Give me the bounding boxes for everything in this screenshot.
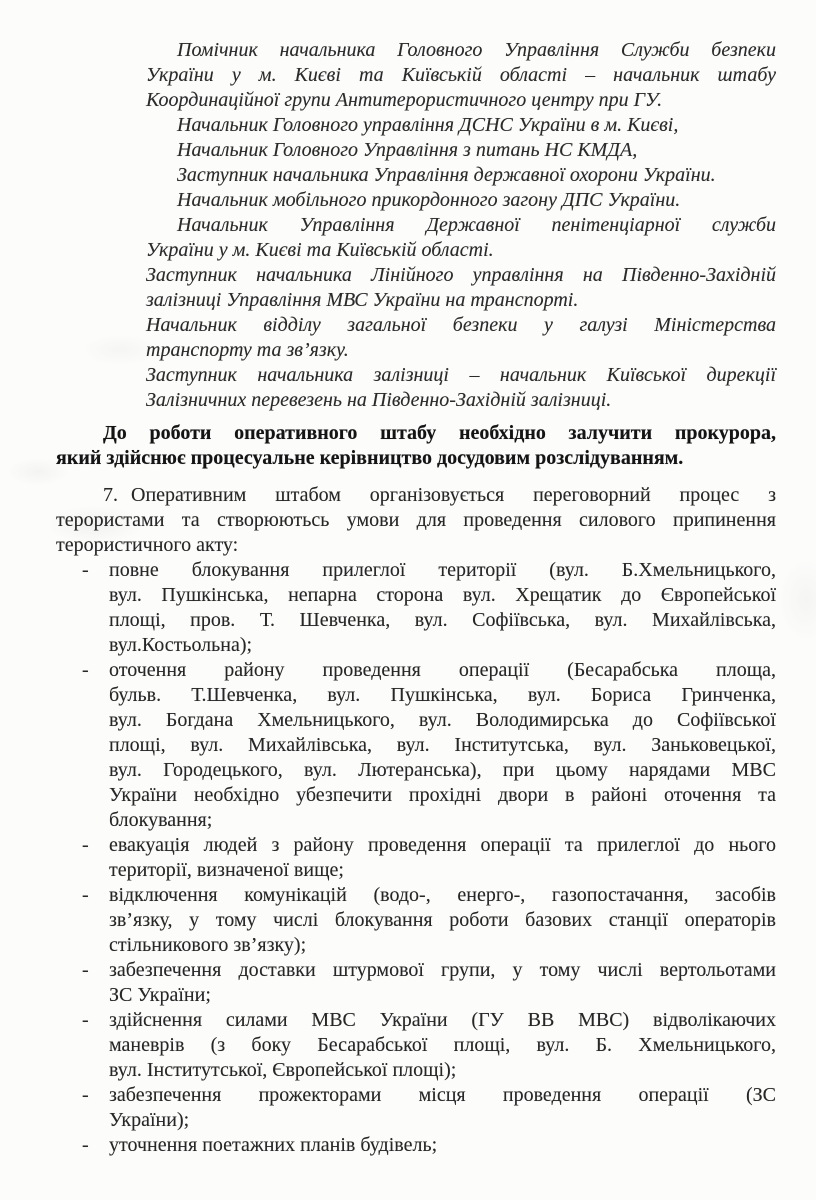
- measure-item: [82, 883, 776, 958]
- text-line: Залізничних перевезень на Південно-Західній залізниці.: [146, 389, 612, 411]
- text-line: оточення району проведення операції (Бесарабська площа,: [109, 659, 776, 681]
- measure-item: [82, 1083, 776, 1133]
- text-line: вул. Городецького, вул. Лютеранська), при цьому нарядами МВС: [109, 759, 776, 781]
- official-entry: [146, 213, 776, 263]
- text-line: території, визначеної вище;: [109, 859, 344, 881]
- text-line: Заступник начальника залізниці – начальник Київської дирекції: [146, 364, 776, 386]
- text-line: України необхідно убезпечити прохідні двори в районі оточення та: [109, 784, 776, 806]
- measure-item: [82, 958, 776, 1008]
- measure-item: [82, 1008, 776, 1083]
- text-line: Заступник начальника Лінійного управління на Південно-Західній: [146, 264, 776, 286]
- prosecutor-note-paragraph: [56, 421, 776, 471]
- text-line: вул. Богдана Хмельницького, вул. Володимирська до Софіївської: [109, 709, 776, 731]
- dash-marker: -: [82, 1009, 89, 1031]
- measure-text: [109, 1083, 776, 1133]
- text-line: бульв. Т.Шевченка, вул. Пушкінська, вул. Бориса Гринченка,: [109, 684, 776, 706]
- text-line: вул.Костьольна);: [109, 634, 253, 656]
- official-entry: [146, 188, 776, 213]
- text-line: [56, 483, 776, 508]
- text-line: ЗС України;: [109, 984, 211, 1006]
- dash-marker: -: [82, 834, 89, 856]
- measure-text: [109, 883, 776, 958]
- measure-text: [109, 958, 776, 1008]
- measure-text: [109, 1133, 776, 1158]
- section-number: 7.: [103, 484, 118, 506]
- text-line: Помічник начальника Головного Управління Служби безпеки: [177, 39, 776, 61]
- text-line: Начальник Управління Державної пенітенціарної служби: [177, 214, 776, 236]
- text-line: маневрів (з боку Бесарабської площі, вул. Б. Хмельницького,: [109, 1034, 776, 1056]
- officials-block: [146, 38, 776, 413]
- official-entry: [146, 38, 776, 113]
- text-line: зв’язку, у тому числі блокування роботи базових станції операторів: [109, 909, 776, 931]
- official-entry: [146, 113, 776, 138]
- dash-marker: -: [82, 1134, 89, 1156]
- text-line: терористами та створюютьсь умови для проведення силового припинення: [56, 509, 776, 531]
- measures-list: [82, 558, 776, 1158]
- text-line: площі, вул. Михайлівська, вул. Інститутська, вул. Заньковецької,: [109, 734, 776, 756]
- measure-item: [82, 1133, 776, 1158]
- text-line: Начальник Головного Управління з питань НС КМДА,: [177, 139, 638, 161]
- dash-marker: -: [82, 559, 89, 581]
- section-7-paragraph: [56, 483, 776, 558]
- official-entry: [146, 313, 776, 363]
- text-line: Заступник начальника Управління державної охорони України.: [177, 164, 716, 186]
- text-line: площі, пров. Т. Шевченка, вул. Софіївська, вул. Михайлівська,: [109, 609, 776, 631]
- text-line: України);: [109, 1109, 190, 1131]
- measure-item: [82, 658, 776, 833]
- measure-text: [109, 833, 776, 883]
- text-line: повне блокування прилеглої території (вул. Б.Хмельницького,: [109, 559, 776, 581]
- section-intro-text: Оперативним штабом організовується переговорний процес з: [131, 484, 776, 506]
- dash-marker: -: [82, 959, 89, 981]
- text-line: уточнення поетажних планів будівель;: [109, 1134, 438, 1156]
- text-line: здійснення силами МВС України (ГУ ВВ МВС) відволікаючих: [109, 1009, 776, 1031]
- dash-marker: -: [82, 884, 89, 906]
- text-line: залізниці Управління МВС України на транспорті.: [146, 289, 579, 311]
- official-entry: [146, 138, 776, 163]
- text-line: України у м. Києві та Київській області.: [146, 239, 494, 261]
- text-line: відключення комунікацій (водо-, енерго-, газопостачання, засобів: [109, 884, 776, 906]
- text-line: стільникового зв’язку);: [109, 934, 307, 956]
- text-line: Начальник мобільного прикордонного загону ДПС України.: [177, 189, 681, 211]
- text-line: забезпечення доставки штурмової групи, у тому числі вертольотами: [109, 959, 776, 981]
- measure-text: [109, 658, 776, 833]
- text-line: До роботи оперативного штабу необхідно залучити прокурора,: [103, 422, 776, 444]
- text-line: терористичного акту:: [56, 534, 239, 556]
- text-line: який здійснює процесуальне керівництво досудовим розслідуванням.: [56, 447, 684, 469]
- measure-text: [109, 1008, 776, 1083]
- text-line: транспорту та зв’язку.: [146, 339, 349, 361]
- text-line: Начальник Головного управління ДСНС України в м. Києві,: [177, 114, 679, 136]
- measure-text: [109, 558, 776, 658]
- official-entry: [146, 263, 776, 313]
- text-line: евакуація людей з району проведення операції та прилеглої до нього: [109, 834, 776, 856]
- text-line: України у м. Києві та Київській області – начальник штабу: [146, 64, 776, 86]
- text-line: Координаційної групи Антитерористичного центру при ГУ.: [146, 89, 663, 111]
- official-entry: [146, 163, 776, 188]
- measure-item: [82, 833, 776, 883]
- text-line: вул. Інститутської, Європейської площі);: [109, 1059, 457, 1081]
- dash-marker: -: [82, 659, 89, 681]
- dash-marker: -: [82, 1084, 89, 1106]
- measure-item: [82, 558, 776, 658]
- text-line: Начальник відділу загальної безпеки у галузі Міністерства: [146, 314, 776, 336]
- text-line: вул. Пушкінська, непарна сторона вул. Хрещатик до Європейської: [109, 584, 776, 606]
- text-line: блокування;: [109, 809, 213, 831]
- text-line: забезпечення прожекторами місця проведення операції (ЗС: [109, 1084, 776, 1106]
- official-entry: [146, 363, 776, 413]
